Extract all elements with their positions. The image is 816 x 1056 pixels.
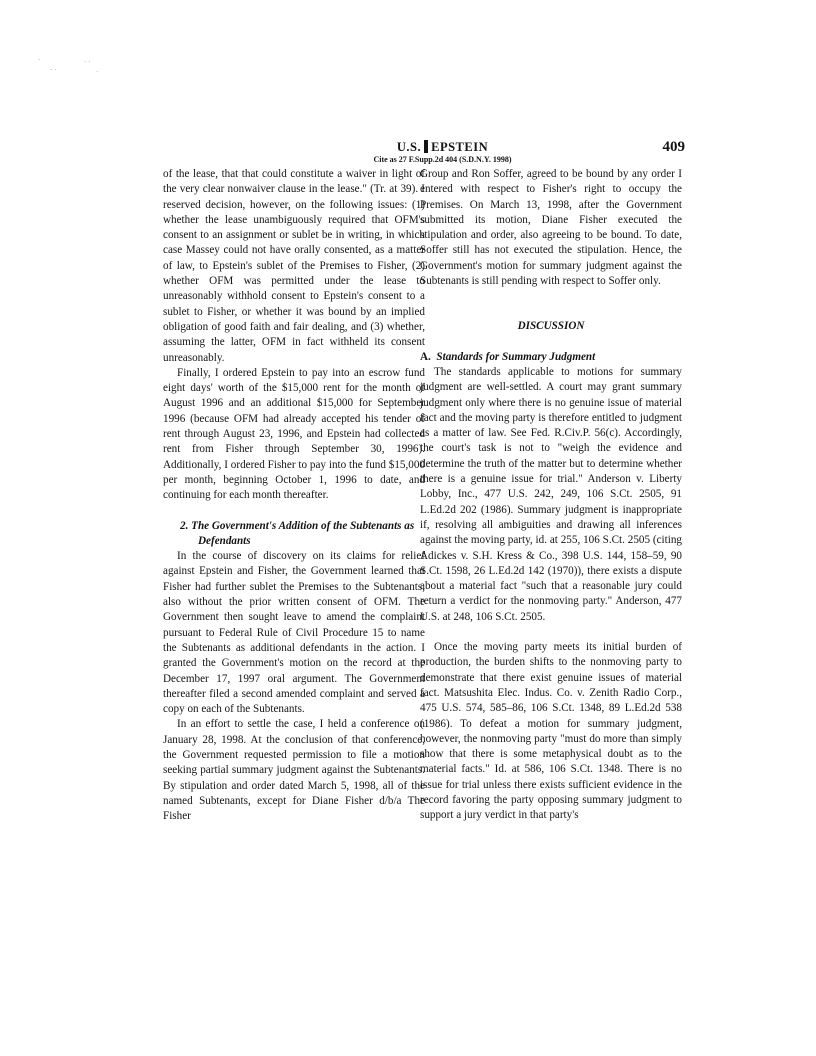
- left-column: [163, 167, 425, 824]
- paragraph: Once the moving party meets its initial burden of production, the burden shifts to the nonmoving party to demonstrate that there exist genuine issues of material fact. Matsushita Elec. Indus. Co. v. Zenith Radio Corp., 475 U.S. 574, 585–86, 106 S.Ct. 1348, 89 L.Ed.2d 538 (1986). To defeat a motion for summary judgment, however, the nonmoving party "must do more than simply show that there is some metaphysical doubt as to the material facts." Id. at 586, 106 S.Ct. 1348. There is no issue for trial unless there exists sufficient evidence in the record favoring the party opposing summary judgment to support a jury verdict in that party's: [420, 641, 682, 822]
- running-head-left: U.S.: [396, 140, 422, 154]
- spacer: [420, 625, 682, 640]
- paragraph: In an effort to settle the case, I held a conference on January 28, 1998. At the conclusion of that conference, the Government requested permission to file a motion seeking partial summary judgment against the Subtenants. By stipulation and order dated March 5, 1998, all of the named Subtenants, except for Diane Fisher d/b/a The Fisher: [163, 718, 425, 823]
- paragraph: Group and Ron Soffer, agreed to be bound by any order I entered with respect to Fisher's right to occupy the Premises. On March 13, 1998, after the Government submitted its motion, Diane Fisher executed the stipulation and order, also agreeing to be bound. To date, Soffer still has not executed the stipulation. Hence, the Government's motion for summary judgment against the Subtenants is still pending with respect to Soffer only.: [420, 168, 682, 288]
- right-column: [420, 167, 682, 824]
- running-head-right: EPSTEIN: [431, 140, 489, 154]
- page-header: [0, 140, 816, 166]
- section-heading: 2. The Government's Addition of the Subtenants as Defendants: [180, 519, 415, 547]
- scan-speck: ·: [38, 56, 41, 64]
- paragraph: of the lease, that that could constitute a waiver in light of the very clear nonwaiver clause in the lease." (Tr. at 39). I reserved decision, however, on the following issues: (1) whether the lease unambiguously required that OFM's consent to an assignment or sublet be in writing, in which case Massey could not have orally consented, as a matter of law, to Epstein's sublet of the Premises to Fisher, (2) whether OFM was permitted under the lease to unreasonably withhold consent to Epstein's consent to a sublet to Fisher, or whether it was bound by an implied obligation of good faith and fair dealing, and (3) whether, assuming the latter, OFM in fact withheld its consent unreasonably.: [163, 168, 425, 364]
- scan-speck: ·: [96, 68, 99, 76]
- scan-speck: · ·: [50, 66, 57, 74]
- paragraph: In the course of discovery on its claims for relief against Epstein and Fisher, the Government learned that Fisher had further sublet the Premises to the Subtenants, also without the prior written consent of OFM. The Government then sought leave to amend the complaint pursuant to Federal Rule of Civil Procedure 15 to name the Subtenants as additional defendants in the action. I granted the Government's motion on the record at the December 17, 1997 oral argument. The Government thereafter filed a second amended complaint and served a copy on each of the Subtenants.: [163, 550, 425, 716]
- subsection-title: Standards for Summary Judgment: [436, 350, 596, 363]
- paragraph: The standards applicable to motions for summary judgment are well-settled. A court may grant summary judgment only where there is no genuine issue of material fact and the moving party is therefore entitled to judgment as a matter of law. See Fed. R.Civ.P. 56(c). Accordingly, the court's task is not to "weigh the evidence and determine the truth of the matter but to determine whether there is a genuine issue for trial." Anderson v. Liberty Lobby, Inc., 477 U.S. 242, 249, 106 S.Ct. 2505, 91 L.Ed.2d 202 (1986). Summary judgment is inappropriate if, resolving all ambiguities and drawing all inferences against the moving party, id. at 255, 106 S.Ct. 2505 (citing Adickes v. S.H. Kress & Co., 398 U.S. 144, 158–59, 90 S.Ct. 1598, 26 L.Ed.2d 142 (1970)), there exists a dispute about a material fact "such that a reasonable jury could return a verdict for the nonmoving party." Anderson, 477 U.S. at 248, 106 S.Ct. 2505.: [420, 365, 682, 623]
- spacer: [420, 335, 682, 350]
- spacer: [420, 289, 682, 319]
- subsection-heading: [420, 350, 682, 365]
- running-head: [340, 140, 545, 155]
- citation-line: Cite as 27 F.Supp.2d 404 (S.D.N.Y. 1998): [373, 155, 512, 164]
- spacer: [163, 504, 425, 519]
- page-number: 409: [662, 139, 685, 155]
- paragraph: Finally, I ordered Epstein to pay into an escrow fund eight days' worth of the $15,000 rent for the month of August 1996 and an additional $15,000 for September 1996 (because OFM had already accepted his tender of rent through August 23, 1996, and Epstein had collected rent from Fisher through September 30, 1996). Additionally, I ordered Fisher to pay into the fund $15,000 per month, beginning October 1, 1996 to date, and continuing for each month thereafter.: [163, 366, 425, 502]
- versus-mark: [424, 140, 428, 153]
- discussion-title: DISCUSSION: [517, 320, 585, 333]
- scan-speck: · ·: [84, 58, 91, 66]
- subsection-label: A.: [420, 350, 431, 363]
